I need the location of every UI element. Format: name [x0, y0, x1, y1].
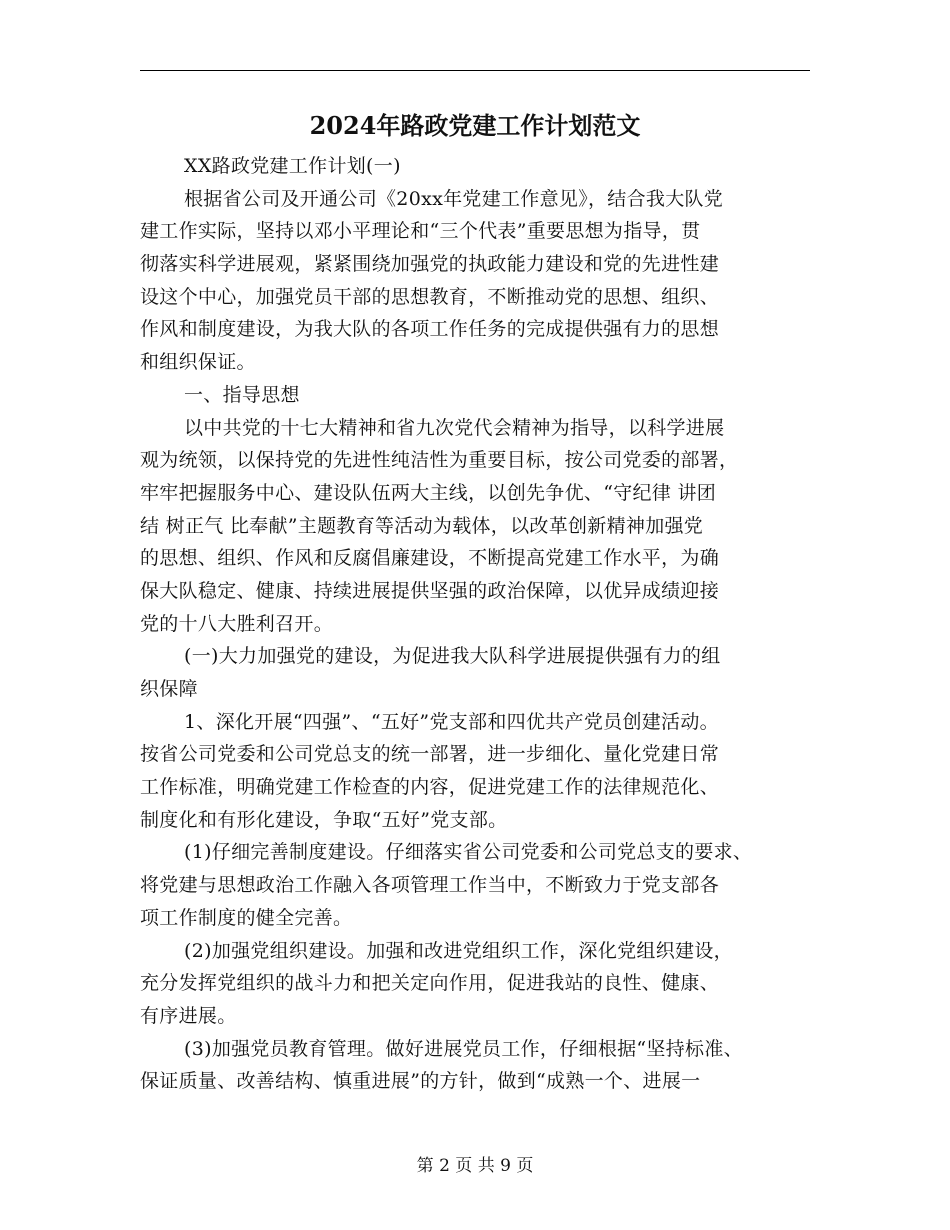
body-text-line: 彻落实科学进展观，紧紧围绕加强党的执政能力建设和党的先进性建 [140, 253, 720, 276]
body-text-line: 党的十八大胜利召开。 [140, 612, 334, 635]
body-text-line: 设这个中心，加强党员干部的思想教育，不断推动党的思想、组织、 [140, 285, 720, 308]
body-text-line: 牢牢把握服务中心、建设队伍两大主线，以创先争优、“守纪律 讲团 [140, 481, 717, 504]
body-text-line: (1)仔细完善制度建设。仔细落实省公司党委和公司党总支的要求、 [184, 841, 753, 864]
body-text-line: 作风和制度建设，为我大队的各项工作任务的完成提供强有力的思想 [140, 318, 720, 341]
body-text-line: 结 树正气 比奉献”主题教育等活动为载体，以改革创新精神加强党 [140, 514, 704, 537]
body-text-line: 按省公司党委和公司党总支的统一部署，进一步细化、量化党建日常 [140, 743, 720, 766]
body-text-line: 1、深化开展“四强”、“五好”党支部和四优共产党员创建活动。 [184, 710, 719, 733]
body-text-line: 保证质量、改善结构、慎重进展”的方针，做到“成熟一个、进展一 [140, 1070, 701, 1093]
document-title: 2024年路政党建工作计划范文 [309, 111, 641, 140]
page-footer: 第 2 页 共 9 页 [416, 1156, 534, 1176]
body-text-line: 织保障 [140, 678, 198, 700]
body-text-line: 观为统领，以保持党的先进性纯洁性为重要目标，按公司党委的部署， [140, 449, 739, 472]
body-text-line: 项工作制度的健全完善。 [140, 906, 353, 929]
body-text-line: 建工作实际，坚持以邓小平理论和“三个代表”重要思想为指导，贯 [140, 220, 701, 243]
body-text-line: 制度化和有形化建设，争取“五好”党支部。 [140, 808, 508, 831]
body-text-line: 充分发挥党组织的战斗力和把关定向作用，促进我站的良性、健康、 [140, 972, 720, 995]
body-text-line: 和组织保证。 [140, 351, 256, 374]
body-text-line: (3)加强党员教育管理。做好进展党员工作，仔细根据“坚持标准、 [184, 1037, 743, 1060]
body-text-line: 的思想、组织、作风和反腐倡廉建设，不断提高党建工作水平，为确 [140, 547, 720, 570]
body-text-line: 保大队稳定、健康、持续进展提供坚强的政治保障，以优异成绩迎接 [140, 579, 720, 602]
body-text-line: 将党建与思想政治工作融入各项管理工作当中，不断致力于党支部各 [140, 874, 720, 897]
body-text-line: 根据省公司及开通公司《20xx年党建工作意见》，结合我大队党 [184, 187, 724, 210]
body-text-line: 一、指导思想 [184, 383, 300, 406]
body-text-line: XX路政党建工作计划(一) [184, 155, 401, 177]
body-text-line: (一)大力加强党的建设，为促进我大队科学进展提供强有力的组 [184, 645, 721, 668]
body-text-line: (2)加强党组织建设。加强和改进党组织工作，深化党组织建设， [184, 939, 733, 962]
body-text-line: 以中共党的十七大精神和省九次党代会精神为指导，以科学进展 [184, 416, 725, 439]
body-text-line: 有序进展。 [140, 1004, 237, 1027]
header-rule [140, 70, 810, 71]
document-body [140, 150, 830, 1098]
body-text-line: 工作标准，明确党建工作检查的内容，促进党建工作的法律规范化、 [140, 776, 720, 799]
